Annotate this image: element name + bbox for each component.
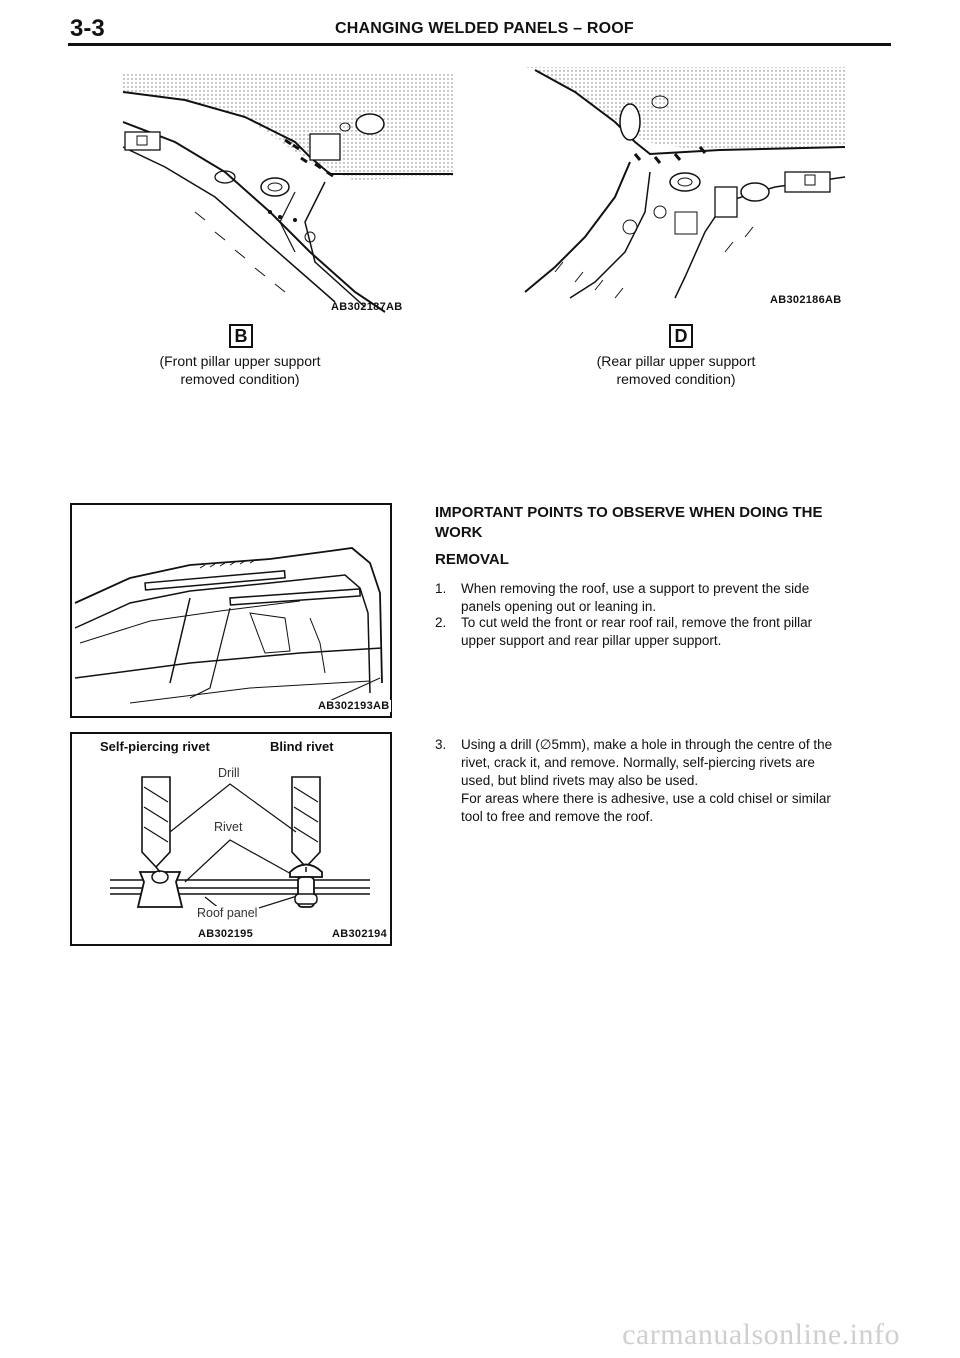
label-roof-panel: Roof panel bbox=[197, 906, 258, 920]
label-rivet: Rivet bbox=[214, 820, 243, 834]
list-item-text: When removing the roof, use a support to prevent the side panels opening out or leaning in. bbox=[461, 581, 810, 614]
subheading-removal: REMOVAL bbox=[435, 551, 509, 568]
section-heading: IMPORTANT POINTS TO OBSERVE WHEN DOING THE WORK bbox=[435, 504, 823, 541]
list-item bbox=[435, 736, 895, 831]
list-item-text: Using a drill (∅5mm), make a hole in through the centre of the rivet, crack it, and remove. Normally, self-piercing rivets are used, but blind rivets may also be used. For areas where there is adhesive, use a cold chisel or similar tool to free and remove the roof. bbox=[461, 737, 833, 824]
header-rule bbox=[68, 43, 891, 46]
list-item-number: 2. bbox=[435, 615, 447, 630]
figure-ref-bottom-right: AB302194 bbox=[332, 928, 387, 940]
label-d-box: D bbox=[669, 324, 693, 348]
figure-ref-middle: AB302193AB bbox=[318, 700, 390, 712]
list-item-number: 3. bbox=[435, 737, 447, 752]
caption-front: (Front pillar upper support removed condition) bbox=[159, 353, 321, 387]
figure-ref-bottom-left: AB302195 bbox=[198, 928, 253, 940]
watermark-link[interactable]: carmanualsonline.info bbox=[622, 1318, 900, 1351]
figure-ref-front: AB302187AB bbox=[331, 301, 403, 313]
label-b-box: B bbox=[229, 324, 253, 348]
list-item-number: 1. bbox=[435, 581, 447, 596]
list-item bbox=[435, 614, 895, 654]
roof-support-illustration bbox=[70, 503, 392, 718]
page-title: CHANGING WELDED PANELS – ROOF bbox=[335, 20, 634, 37]
label-blind-rivet: Blind rivet bbox=[270, 739, 334, 754]
front-pillar-illustration bbox=[95, 62, 455, 317]
caption-rear: (Rear pillar upper support removed condition) bbox=[596, 353, 756, 387]
rear-pillar-illustration bbox=[515, 62, 850, 300]
list-item-text: To cut weld the front or rear roof rail, remove the front pillar upper support and rear pillar upper support. bbox=[461, 615, 813, 648]
figure-ref-rear: AB302186AB bbox=[770, 294, 842, 306]
label-self-piercing-rivet: Self-piercing rivet bbox=[100, 739, 210, 754]
page-number: 3-3 bbox=[70, 15, 105, 42]
label-drill: Drill bbox=[218, 766, 240, 780]
